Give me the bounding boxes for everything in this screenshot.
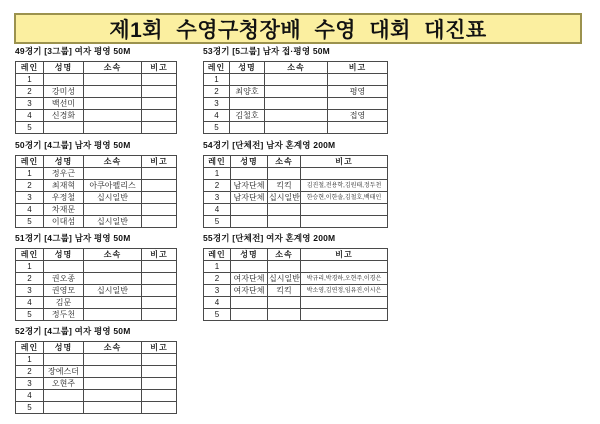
remark-cell: [142, 98, 177, 110]
club-cell: [84, 168, 142, 180]
lane-cell: 3: [16, 192, 44, 204]
name-cell: [44, 402, 84, 414]
table-row: [204, 110, 388, 122]
table-row: [204, 98, 388, 110]
column-header: 레인: [16, 342, 44, 354]
name-cell: 정두천: [44, 309, 84, 321]
table-row: [204, 86, 388, 98]
column-header: 레인: [204, 62, 230, 74]
name-cell: 최양호: [230, 86, 265, 98]
lane-cell: 3: [16, 98, 44, 110]
remark-cell: [142, 402, 177, 414]
table-row: [16, 261, 177, 273]
remark-cell: [328, 74, 388, 86]
lane-cell: 1: [16, 354, 44, 366]
remark-cell: [301, 168, 388, 180]
column-header: 소속: [268, 156, 301, 168]
table-row: [204, 168, 388, 180]
page-title: 제1회 수영구청장배 수영 대회 대진표: [109, 18, 487, 42]
name-cell: 강미성: [44, 86, 84, 98]
name-cell: [231, 168, 268, 180]
name-cell: [44, 74, 84, 86]
name-cell: 남자단체: [231, 192, 268, 204]
lane-cell: 4: [204, 110, 230, 122]
name-cell: 우정철: [44, 192, 84, 204]
lane-cell: 5: [16, 122, 44, 134]
header-row: [16, 62, 177, 74]
name-cell: 김철호: [230, 110, 265, 122]
table-row: [204, 122, 388, 134]
table-row: [16, 122, 177, 134]
club-cell: 킥킥: [268, 180, 301, 192]
column-header: 비고: [142, 249, 177, 261]
table-row: [16, 354, 177, 366]
lane-cell: 4: [16, 204, 44, 216]
remark-cell: 한승현,이한솔,김철호,백태인: [301, 192, 388, 204]
lane-cell: 2: [204, 86, 230, 98]
club-cell: 십시일반: [84, 216, 142, 228]
table-caption: 54경기 [단체전] 남자 혼계영 200M: [203, 140, 336, 150]
column-header: 비고: [142, 156, 177, 168]
lane-cell: 5: [204, 216, 231, 228]
lane-table: [203, 155, 388, 228]
lane-cell: 2: [204, 273, 231, 285]
lane-cell: 1: [204, 74, 230, 86]
table-row: [16, 273, 177, 285]
club-cell: 십시일반: [84, 285, 142, 297]
club-cell: [84, 309, 142, 321]
name-cell: 여자단체: [231, 285, 268, 297]
column-header: 비고: [142, 342, 177, 354]
club-cell: [84, 74, 142, 86]
lane-cell: 1: [204, 168, 231, 180]
club-cell: 십시일반: [269, 192, 300, 202]
remark-cell: [142, 110, 177, 122]
club-cell: [268, 261, 301, 273]
name-cell: [231, 204, 268, 216]
lane-cell: 5: [16, 402, 44, 414]
header-row: [16, 249, 177, 261]
name-cell: [231, 297, 268, 309]
column-header: 성명: [44, 156, 84, 168]
name-cell: [230, 98, 265, 110]
table-row: [16, 366, 177, 378]
table-row: [204, 273, 388, 285]
name-cell: 여자단체: [231, 273, 268, 285]
header-row: [16, 342, 177, 354]
lane-cell: 2: [16, 180, 44, 192]
column-header: 레인: [16, 249, 44, 261]
remark-cell: 접영: [328, 110, 388, 122]
remark-cell: [142, 261, 177, 273]
lane-cell: 2: [16, 273, 44, 285]
table-row: [16, 168, 177, 180]
table-row: [204, 285, 388, 297]
club-cell: [265, 98, 328, 110]
lane-table: [203, 61, 388, 134]
table-row: [204, 216, 388, 228]
table-row: [204, 74, 388, 86]
club-cell: [268, 168, 301, 180]
club-cell: [84, 378, 142, 390]
remark-cell: [301, 297, 388, 309]
lane-cell: 1: [16, 168, 44, 180]
lane-table: [203, 248, 388, 321]
lane-table: [15, 155, 177, 228]
name-cell: 장에스더: [44, 366, 84, 378]
column-header: 소속: [265, 62, 328, 74]
table-row: [16, 390, 177, 402]
lane-cell: 3: [16, 378, 44, 390]
table-row: [204, 192, 388, 204]
remark-cell: [142, 168, 177, 180]
remark-cell: 박소영,김연정,임유진,이시은: [301, 285, 388, 297]
table-caption: 53경기 [5그룹] 남자 접·평영 50M: [203, 46, 330, 56]
name-cell: [44, 122, 84, 134]
lane-cell: 3: [204, 285, 231, 297]
column-header: 소속: [84, 342, 142, 354]
remark-cell: 박규리,박경하,오현주,이경은: [301, 273, 388, 285]
lane-cell: 4: [204, 204, 231, 216]
remark-cell: [142, 180, 177, 192]
table-row: [16, 285, 177, 297]
table-caption: 55경기 [단체전] 여자 혼계영 200M: [203, 233, 336, 243]
remark-cell: [142, 309, 177, 321]
lane-cell: 3: [204, 98, 230, 110]
lane-cell: 4: [204, 297, 231, 309]
remark-cell: [142, 204, 177, 216]
lane-cell: 5: [204, 309, 231, 321]
club-cell: 십시일반: [84, 192, 142, 204]
match-table-51: [15, 232, 177, 321]
table-row: [16, 74, 177, 86]
club-cell: [268, 309, 301, 321]
remark-cell: 평영: [328, 86, 388, 98]
column-header: 레인: [16, 156, 44, 168]
name-cell: 이대섬: [44, 216, 84, 228]
lane-cell: 5: [204, 122, 230, 134]
table-row: [16, 192, 177, 204]
club-cell: 킥킥: [268, 285, 301, 297]
header-row: [204, 249, 388, 261]
remark-cell: [142, 354, 177, 366]
remark-cell: [301, 261, 388, 273]
remark-cell: [328, 98, 388, 110]
club-cell: [265, 110, 328, 122]
club-cell: [84, 366, 142, 378]
name-cell: [230, 122, 265, 134]
name-cell: 오현주: [44, 378, 84, 390]
match-table-50: [15, 139, 177, 228]
column-header: 성명: [44, 342, 84, 354]
club-cell: [84, 354, 142, 366]
lane-cell: 4: [16, 390, 44, 402]
table-row: [204, 309, 388, 321]
column-header: 성명: [44, 62, 84, 74]
column-header: 소속: [84, 62, 142, 74]
title-banner: [14, 13, 582, 44]
table-caption: 50경기 [4그룹] 남자 평영 50M: [15, 140, 131, 150]
table-row: [16, 110, 177, 122]
column-header: 성명: [230, 62, 265, 74]
remark-cell: [142, 390, 177, 402]
club-cell: [84, 273, 142, 285]
club-cell: 아쿠아펠리스: [84, 180, 142, 192]
name-cell: 권오종: [44, 273, 84, 285]
column-header: 레인: [204, 249, 231, 261]
column-header: 소속: [84, 249, 142, 261]
name-cell: [231, 309, 268, 321]
name-cell: [231, 261, 268, 273]
lane-cell: 5: [16, 216, 44, 228]
table-row: [16, 216, 177, 228]
lane-cell: 1: [16, 74, 44, 86]
name-cell: 권영모: [44, 285, 84, 297]
name-cell: [44, 390, 84, 402]
lane-cell: 1: [16, 261, 44, 273]
lane-cell: 2: [16, 366, 44, 378]
match-table-52: [15, 325, 177, 414]
club-cell: [268, 216, 301, 228]
column-header: 비고: [328, 62, 388, 74]
table-row: [16, 402, 177, 414]
match-table-49: [15, 45, 177, 134]
club-cell: [265, 122, 328, 134]
column-header: 레인: [16, 62, 44, 74]
club-cell: 십시일반: [269, 273, 300, 283]
name-cell: [44, 261, 84, 273]
lane-cell: 2: [204, 180, 231, 192]
name-cell: 최재혁: [44, 180, 84, 192]
header-row: [204, 62, 388, 74]
remark-cell: [142, 122, 177, 134]
remark-cell: [328, 122, 388, 134]
club-cell: [268, 204, 301, 216]
lane-cell: 3: [16, 285, 44, 297]
remark-cell: [142, 297, 177, 309]
remark-cell: [142, 74, 177, 86]
table-row: [204, 204, 388, 216]
name-cell: [44, 354, 84, 366]
remark-cell: 김진철,전용학,김원태,정두천: [301, 180, 388, 192]
column-header: 레인: [204, 156, 231, 168]
remark-cell: [142, 285, 177, 297]
column-header: 성명: [231, 156, 268, 168]
table-row: [16, 297, 177, 309]
table-row: [204, 261, 388, 273]
name-cell: 정우근: [44, 168, 84, 180]
lane-cell: 4: [16, 297, 44, 309]
club-cell: [84, 297, 142, 309]
remark-cell: [142, 366, 177, 378]
table-row: [16, 180, 177, 192]
lane-cell: 3: [204, 192, 231, 204]
club-cell: [265, 74, 328, 86]
lane-cell: 4: [16, 110, 44, 122]
lane-cell: 2: [16, 86, 44, 98]
name-cell: 남자단체: [231, 180, 268, 192]
remark-cell: [142, 378, 177, 390]
match-table-53: [203, 45, 388, 134]
table-row: [16, 378, 177, 390]
club-cell: [84, 390, 142, 402]
name-cell: 신경화: [44, 110, 84, 122]
remark-cell: [142, 86, 177, 98]
name-cell: 김문: [44, 297, 84, 309]
remark-cell: [301, 216, 388, 228]
club-cell: [84, 98, 142, 110]
table-caption: 52경기 [4그룹] 여자 평영 50M: [15, 326, 131, 336]
remark-cell: [301, 204, 388, 216]
club-cell: [84, 86, 142, 98]
column-header: 소속: [84, 156, 142, 168]
club-cell: [84, 402, 142, 414]
name-cell: [230, 74, 265, 86]
club-cell: [265, 86, 328, 98]
table-row: [16, 86, 177, 98]
name-cell: 백선미: [44, 98, 84, 110]
column-header: 성명: [44, 249, 84, 261]
table-row: [16, 309, 177, 321]
header-row: [16, 156, 177, 168]
club-cell: [84, 122, 142, 134]
lane-table: [15, 61, 177, 134]
club-cell: [84, 204, 142, 216]
table-row: [16, 204, 177, 216]
column-header: 비고: [301, 156, 388, 168]
match-table-55: [203, 232, 388, 321]
remark-cell: [142, 192, 177, 204]
lane-cell: 1: [204, 261, 231, 273]
column-header: 소속: [268, 249, 301, 261]
match-table-54: [203, 139, 388, 228]
table-row: [16, 98, 177, 110]
table-caption: 51경기 [4그룹] 남자 평영 50M: [15, 233, 131, 243]
column-header: 비고: [301, 249, 388, 261]
table-row: [204, 297, 388, 309]
lane-cell: 5: [16, 309, 44, 321]
club-cell: [84, 110, 142, 122]
name-cell: [231, 216, 268, 228]
table-caption: 49경기 [3그룹] 여자 평영 50M: [15, 46, 131, 56]
lane-table: [15, 248, 177, 321]
name-cell: 차재문: [44, 204, 84, 216]
remark-cell: [142, 216, 177, 228]
table-row: [204, 180, 388, 192]
column-header: 비고: [142, 62, 177, 74]
remark-cell: [301, 309, 388, 321]
lane-table: [15, 341, 177, 414]
club-cell: [84, 261, 142, 273]
header-row: [204, 156, 388, 168]
club-cell: [268, 297, 301, 309]
column-header: 성명: [231, 249, 268, 261]
remark-cell: [142, 273, 177, 285]
